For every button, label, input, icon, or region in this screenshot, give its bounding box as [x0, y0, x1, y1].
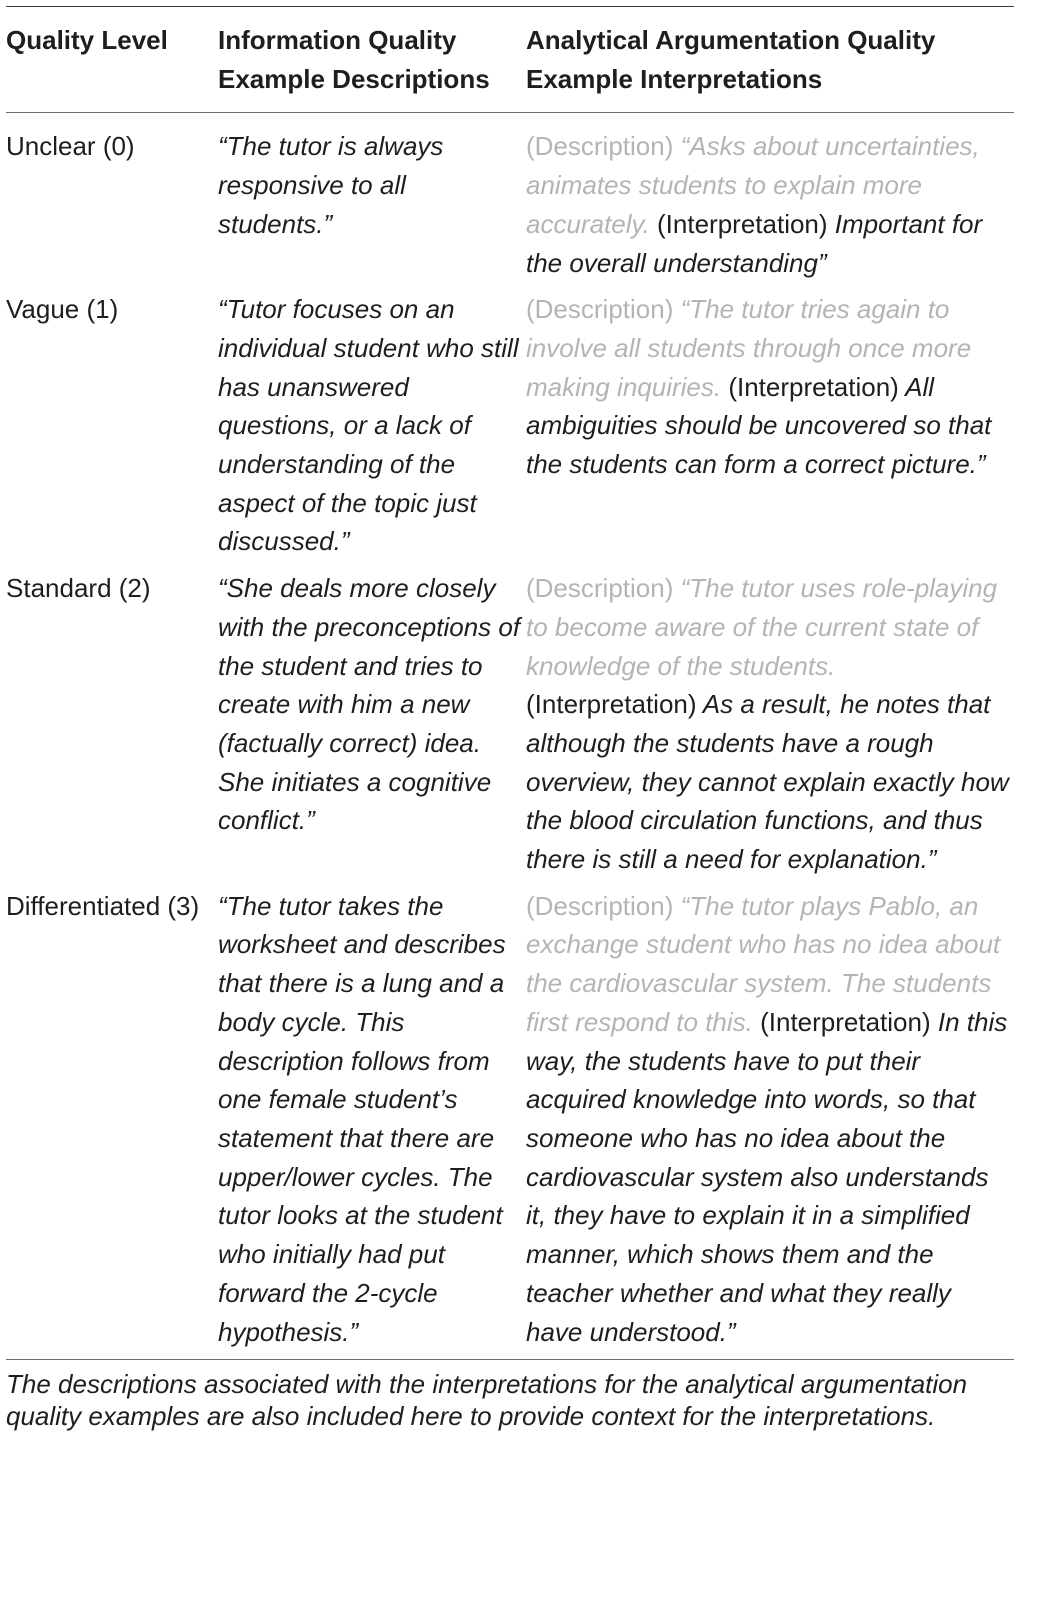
information-quality-cell: “The tutor takes the worksheet and describes that there is a lung and a body cycle. This description follows from one female student’s statement that there are upper/lower cycles. The tutor looks at the student who initially had put forward the 2-cycle hypothesis.” [218, 890, 506, 1347]
interpretation-tag: (Interpretation) [752, 1006, 931, 1037]
quality-level-cell: Standard (2) [6, 573, 151, 604]
description-tag: (Description) [526, 131, 674, 162]
argumentation-cell [526, 569, 1014, 887]
description-quote: “The tutor uses role-playing to become aware of the current state of knowledge of the students. [526, 573, 998, 681]
header-analytical-argumentation: Analytical Argumentation Quality Example Interpretations [526, 25, 936, 94]
interpretation-text: In this way, the students have to put their acquired knowledge into words, so that someone who has no idea about the cardiovascular system also understands it, they have to explain it in a simplified manner, which shows them and the teacher whether and what they really have understood.” [526, 1006, 1008, 1347]
information-quality-cell: “The tutor is always responsive to all students.” [218, 131, 444, 239]
interpretation-text: Important for the overall understanding” [526, 208, 983, 278]
quality-level-cell: Unclear (0) [6, 131, 135, 162]
argumentation-cell [526, 290, 1014, 569]
description-quote: “The tutor plays Pablo, an exchange student who has no idea about the cardiovascular system. The students first respond to this. [526, 890, 1001, 1037]
table-row [6, 113, 1014, 290]
quality-level-table [6, 7, 1014, 1359]
argumentation-cell [526, 887, 1014, 1359]
argumentation-cell [526, 113, 1014, 290]
information-quality-cell: “Tutor focuses on an individual student who still has unanswered questions, or a lack of understanding of the aspect of the topic just discussed.” [218, 294, 519, 557]
description-text [526, 573, 997, 680]
description-tag: (Description) [526, 294, 674, 325]
header-quality-level: Quality Level [6, 25, 168, 55]
quality-level-cell: Vague (1) [6, 294, 119, 325]
description-tag: (Description) [526, 890, 674, 921]
table-row [6, 887, 1014, 1359]
table-header-row [6, 7, 1014, 112]
table-footnote: The descriptions associated with the interpretations for the analytical argumentation quality examples are also included here to provide context for the interpretations. [6, 1369, 968, 1432]
header-information-quality: Information Quality Example Descriptions [218, 25, 490, 94]
description-quote: “The tutor tries again to involve all students through once more making inquiries. [526, 294, 972, 402]
interpretation-tag: (Interpretation) [526, 689, 697, 720]
information-quality-cell: “She deals more closely with the preconceptions of the student and tries to create with him a new (factually correct) idea. She initiates a cognitive conflict.” [218, 573, 521, 836]
interpretation-text: All ambiguities should be uncovered so that the students can form a correct picture.” [526, 371, 992, 480]
interpretation-tag: (Interpretation) [721, 371, 899, 402]
interpretation-text: As a result, he notes that although the students have a rough overview, they cannot explain exactly how the blood circulation functions, and thus there is still a need for explanation.” [526, 689, 1009, 875]
table-row [6, 569, 1014, 887]
description-tag: (Description) [526, 573, 674, 604]
quality-level-cell: Differentiated (3) [6, 890, 200, 921]
interpretation-tag: (Interpretation) [649, 208, 828, 239]
quality-table-figure [6, 6, 1014, 1432]
description-quote: “Asks about uncertainties, animates students to explain more accurately. [526, 131, 980, 239]
table-row [6, 290, 1014, 569]
